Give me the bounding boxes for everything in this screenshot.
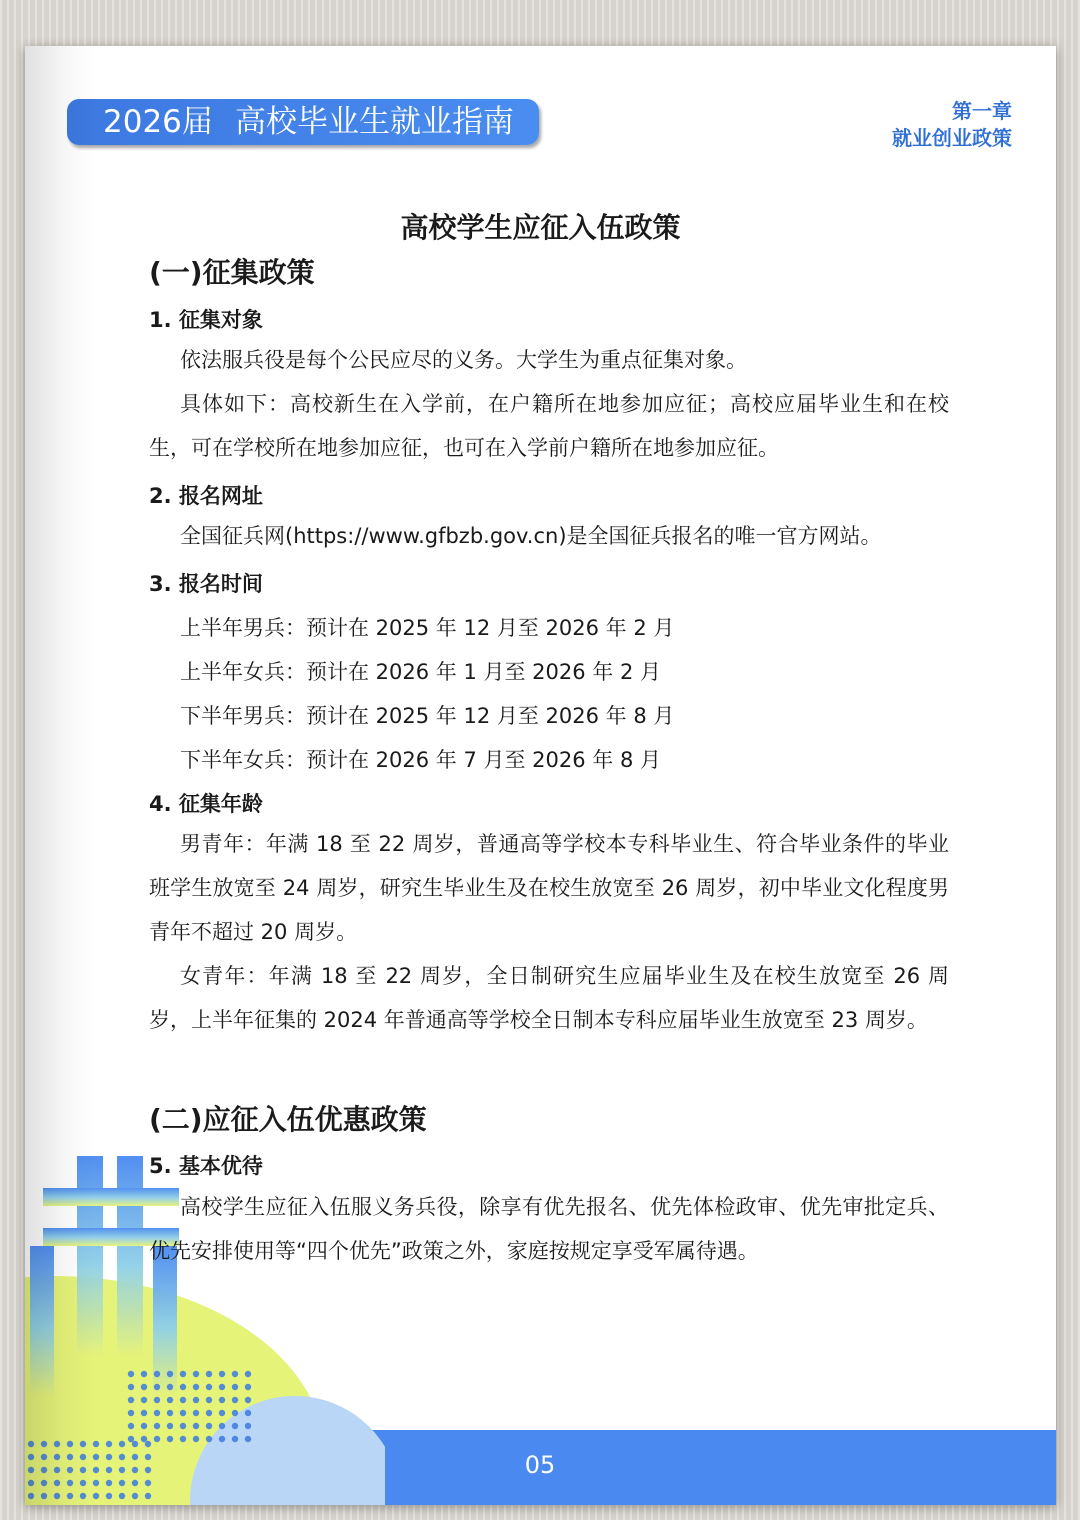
- decorative-dot: [28, 1467, 34, 1473]
- decorative-dot: [180, 1371, 186, 1377]
- decorative-dot: [141, 1423, 147, 1429]
- decorative-dot: [128, 1397, 134, 1403]
- decorative-dot: [219, 1397, 225, 1403]
- decorative-dot: [154, 1371, 160, 1377]
- decorative-dot: [93, 1441, 99, 1447]
- decorative-dot: [141, 1371, 147, 1377]
- schedule-line: 下半年女兵：预计在 2026 年 7 月至 2026 年 8 月: [180, 748, 662, 772]
- decorative-dot: [119, 1493, 125, 1499]
- decorative-dot: [93, 1454, 99, 1460]
- decorative-dot: [193, 1397, 199, 1403]
- decorative-dot: [54, 1454, 60, 1460]
- decorative-dot: [28, 1493, 34, 1499]
- decorative-dot: [119, 1441, 125, 1447]
- decorative-dot: [41, 1454, 47, 1460]
- decorative-dot: [106, 1480, 112, 1486]
- decorative-dot: [180, 1397, 186, 1403]
- decorative-dot: [128, 1436, 134, 1442]
- decorative-dot: [245, 1410, 251, 1416]
- decorative-dot: [154, 1436, 160, 1442]
- subsection-heading: 3. 报名时间: [149, 572, 263, 596]
- decorative-dot: [67, 1441, 73, 1447]
- decorative-dot: [232, 1384, 238, 1390]
- decorative-dot: [167, 1423, 173, 1429]
- section-heading: (一)征集政策: [149, 256, 315, 289]
- decorative-dot: [193, 1423, 199, 1429]
- decorative-dot: [206, 1410, 212, 1416]
- decorative-dot: [206, 1371, 212, 1377]
- paragraph: 高校学生应征入伍服义务兵役，除享有优先报名、优先体检政审、优先审批定兵、优先安排使用等“四个优先”政策之外，家庭按规定享受军属待遇。: [149, 1195, 949, 1263]
- subsection-heading: 4. 征集年龄: [149, 792, 263, 816]
- decorative-dot: [219, 1436, 225, 1442]
- decorative-dot: [167, 1436, 173, 1442]
- decorative-dot: [67, 1454, 73, 1460]
- footer-bar: [290, 1430, 1056, 1505]
- decorative-dot: [232, 1423, 238, 1429]
- subsection-heading: 5. 基本优待: [149, 1154, 263, 1178]
- decorative-dot: [128, 1384, 134, 1390]
- decorative-dot: [219, 1423, 225, 1429]
- decorative-dot: [106, 1454, 112, 1460]
- header-title: 高校毕业生就业指南: [235, 104, 514, 140]
- decorative-dot: [232, 1410, 238, 1416]
- decorative-dot: [41, 1441, 47, 1447]
- decorative-dot: [232, 1397, 238, 1403]
- decorative-dot: [67, 1480, 73, 1486]
- paragraph: 具体如下：高校新生在入学前，在户籍所在地参加应征；高校应届毕业生和在校生，可在学校所在地参加应征，也可在入学前户籍所在地参加应征。: [149, 392, 949, 460]
- decorative-dot: [128, 1423, 134, 1429]
- decorative-dot: [154, 1384, 160, 1390]
- header-banner: [67, 99, 539, 145]
- decorative-dot: [193, 1410, 199, 1416]
- decorative-dot: [41, 1493, 47, 1499]
- decorative-dot: [206, 1397, 212, 1403]
- decorative-dot: [167, 1384, 173, 1390]
- decorative-dot: [141, 1410, 147, 1416]
- decorative-dot: [145, 1493, 151, 1499]
- decorative-dot: [245, 1397, 251, 1403]
- decorative-dot: [219, 1410, 225, 1416]
- paragraph: 女青年：年满 18 至 22 周岁，全日制研究生应届毕业生及在校生放宽至 26 周岁，上半年征集的 2024 年普通高等学校全日制本专科应届毕业生放宽至 23 周岁。: [149, 964, 949, 1032]
- decorative-dot: [245, 1423, 251, 1429]
- decorative-dot: [54, 1480, 60, 1486]
- decorative-dot: [245, 1384, 251, 1390]
- decorative-dot: [141, 1436, 147, 1442]
- decorative-dot: [80, 1441, 86, 1447]
- decorative-dot: [154, 1423, 160, 1429]
- schedule-line: 上半年女兵：预计在 2026 年 1 月至 2026 年 2 月: [180, 660, 662, 684]
- decorative-dot: [67, 1493, 73, 1499]
- decorative-dot: [232, 1371, 238, 1377]
- decorative-dot: [154, 1397, 160, 1403]
- decorative-dot: [245, 1371, 251, 1377]
- decorative-dot: [132, 1480, 138, 1486]
- paragraph: 全国征兵网(https://www.gfbzb.gov.cn)是全国征兵报名的唯一官方网站。: [180, 524, 882, 548]
- decorative-dot: [106, 1493, 112, 1499]
- chapter-number: 第一章: [952, 99, 1012, 123]
- decorative-dot: [132, 1467, 138, 1473]
- subsection-heading: 1. 征集对象: [149, 308, 263, 332]
- decorative-dot: [145, 1467, 151, 1473]
- decorative-dot: [80, 1493, 86, 1499]
- decorative-dot: [245, 1436, 251, 1442]
- paragraph: 依法服兵役是每个公民应尽的义务。大学生为重点征集对象。: [180, 348, 747, 372]
- decorative-dot: [145, 1441, 151, 1447]
- decorative-dot: [93, 1467, 99, 1473]
- section-heading: (二)应征入伍优惠政策: [149, 1103, 427, 1136]
- decorative-dot: [28, 1480, 34, 1486]
- decorative-dot: [141, 1384, 147, 1390]
- decorative-dot: [180, 1384, 186, 1390]
- decorative-dot: [141, 1397, 147, 1403]
- decorative-dot: [80, 1480, 86, 1486]
- decorative-dot: [132, 1441, 138, 1447]
- decorative-dot: [154, 1410, 160, 1416]
- chapter-label: [892, 98, 1012, 152]
- decorative-dot: [132, 1454, 138, 1460]
- document-page: [25, 46, 1056, 1505]
- chapter-name: 就业创业政策: [892, 126, 1012, 150]
- decorative-dot: [219, 1371, 225, 1377]
- paragraph: 男青年：年满 18 至 22 周岁，普通高等学校本专科毕业生、符合毕业条件的毕业班学生放宽至 24 周岁，研究生毕业生及在校生放宽至 26 周岁，初中毕业文化程度男青年不超过 20 周岁。: [149, 832, 949, 944]
- decorative-dot: [167, 1410, 173, 1416]
- decorative-dot: [128, 1410, 134, 1416]
- decorative-dot: [180, 1410, 186, 1416]
- decorative-dot: [93, 1480, 99, 1486]
- decorative-dot: [80, 1454, 86, 1460]
- decorative-dot: [193, 1436, 199, 1442]
- decorative-dot: [54, 1441, 60, 1447]
- decorative-dot: [232, 1436, 238, 1442]
- decorative-dot: [193, 1384, 199, 1390]
- decorative-dot: [80, 1467, 86, 1473]
- decorative-dot: [67, 1467, 73, 1473]
- header-year: 2026届: [103, 104, 213, 140]
- page-number: 05: [524, 1451, 556, 1479]
- decorative-dot: [93, 1493, 99, 1499]
- decorative-dot: [167, 1371, 173, 1377]
- decorative-dot: [206, 1423, 212, 1429]
- decorative-dot: [119, 1467, 125, 1473]
- decorative-dot: [106, 1467, 112, 1473]
- decorative-dot: [28, 1441, 34, 1447]
- subsection-heading: 2. 报名网址: [149, 484, 263, 508]
- decorative-dot: [41, 1480, 47, 1486]
- decorative-dot: [119, 1454, 125, 1460]
- decorative-dot: [180, 1423, 186, 1429]
- decorative-dot: [167, 1397, 173, 1403]
- decorative-dot: [206, 1436, 212, 1442]
- decorative-dot: [54, 1467, 60, 1473]
- schedule-line: 下半年男兵：预计在 2025 年 12 月至 2026 年 8 月: [180, 704, 675, 728]
- document-title: 高校学生应征入伍政策: [400, 211, 681, 244]
- decorative-dot: [119, 1480, 125, 1486]
- decorative-dot: [145, 1454, 151, 1460]
- decorative-dot: [145, 1480, 151, 1486]
- decorative-dot: [41, 1467, 47, 1473]
- decorative-dot: [219, 1384, 225, 1390]
- decorative-dot: [132, 1493, 138, 1499]
- decorative-dot: [28, 1454, 34, 1460]
- decorative-dot: [193, 1371, 199, 1377]
- schedule-line: 上半年男兵：预计在 2025 年 12 月至 2026 年 2 月: [180, 616, 675, 640]
- decorative-dot: [128, 1371, 134, 1377]
- decorative-dot: [54, 1493, 60, 1499]
- decorative-dot: [206, 1384, 212, 1390]
- decorative-dot: [106, 1441, 112, 1447]
- decorative-dot: [180, 1436, 186, 1442]
